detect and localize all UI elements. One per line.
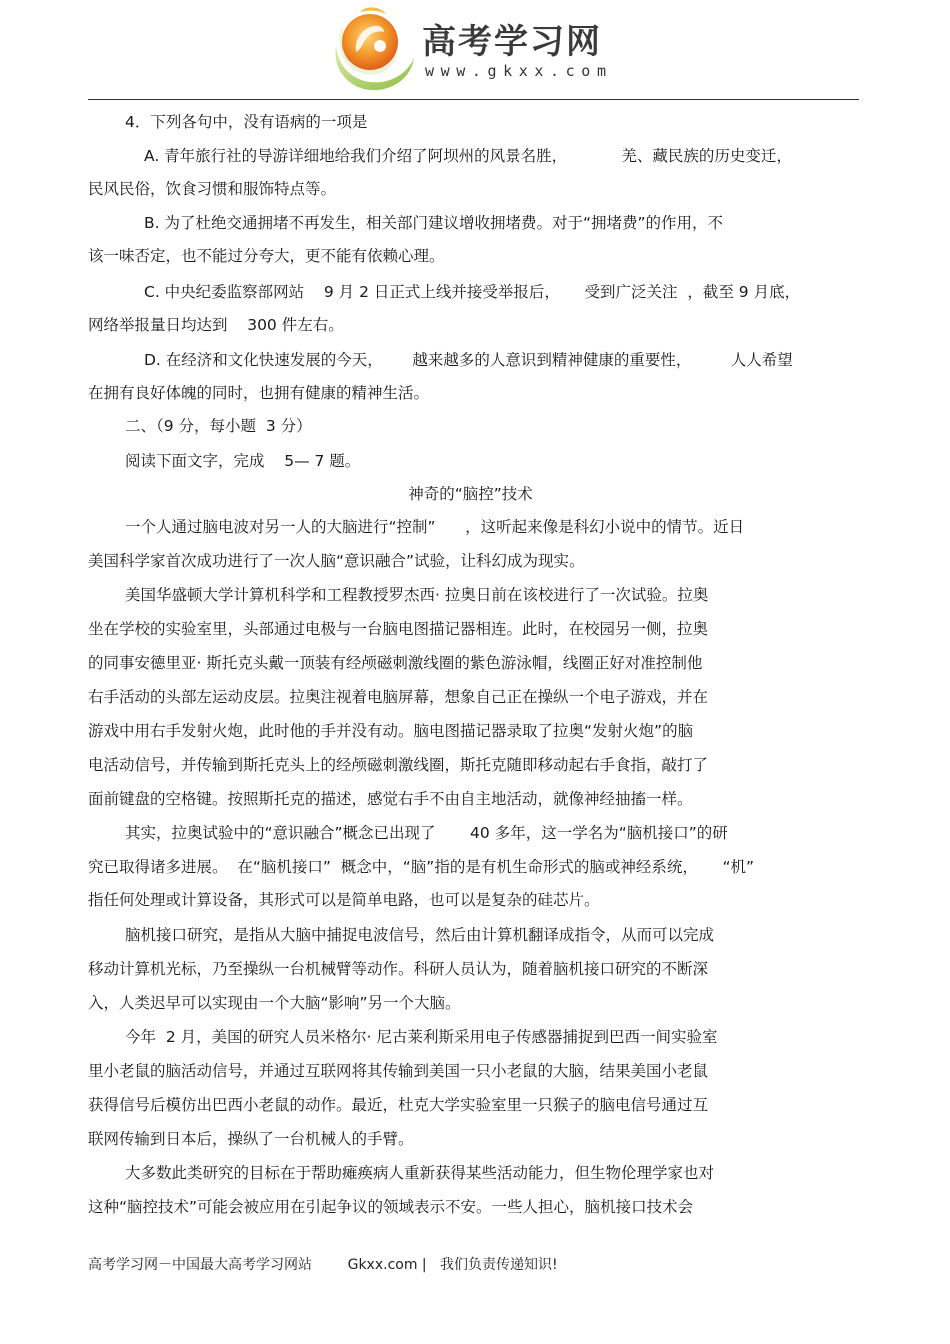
article-title: 神奇的“脑控”技术 xyxy=(408,485,533,503)
page-footer: 高考学习网－中国最大高考学习网站 Gkxx.com | 我们负责传递知识! xyxy=(88,1257,558,1273)
paragraph-4-line-3: 入，人类迟早可以实现由一个大脑“影响”另一个大脑。 xyxy=(88,994,461,1012)
paragraph-5-line-1: 今年 2 月，美国的研究人员米格尔· 尼古莱利斯采用电子传感器捕捉到巴西一间实验室 xyxy=(125,1028,718,1046)
paragraph-2-line-1: 美国华盛顿大学计算机科学和工程教授罗杰西· 拉奥日前在该校进行了一次试验。拉奥 xyxy=(125,586,709,604)
site-logo-title: 高考学习网 xyxy=(422,22,602,62)
section-two-heading: 二、（9 分，每小题 3 分） xyxy=(125,417,312,435)
paragraph-5-line-2: 里小老鼠的脑活动信号，并通过互联网将其传输到美国一只小老鼠的大脑，结果美国小老鼠 xyxy=(88,1062,709,1080)
option-d-line-2: 在拥有良好体魄的同时，也拥有健康的精神生活。 xyxy=(88,384,430,402)
logo-icon xyxy=(326,6,418,94)
paragraph-3-line-2: 究已取得诸多进展。 在“脑机接口” 概念中，“脑”指的是有机生命形式的脑或神经系统， “机” xyxy=(88,858,755,876)
question-4-stem: 4．下列各句中，没有语病的一项是 xyxy=(125,113,368,131)
option-b-line-2: 该一味否定，也不能过分夸大，更不能有依赖心理。 xyxy=(88,247,445,265)
paragraph-1-line-1: 一个人通过脑电波对另一人的大脑进行“控制” ，这听起来像是科幻小说中的情节。近日 xyxy=(125,518,745,536)
paragraph-6-line-1: 大多数此类研究的目标在于帮助瘫痪病人重新获得某些活动能力，但生物伦理学家也对 xyxy=(125,1164,715,1182)
header-divider xyxy=(88,99,859,100)
paragraph-2-line-4: 右手活动的头部左运动皮层。拉奥注视着电脑屏幕，想象自己正在操纵一个电子游戏，并在 xyxy=(88,688,709,706)
paragraph-2-line-5: 游戏中用右手发射火炮，此时他的手并没有动。脑电图描记器录取了拉奥“发射火炮”的脑 xyxy=(88,722,694,740)
paragraph-2-line-3: 的同事安德里亚· 斯托克头戴一顶装有经颅磁刺激线圈的紫色游泳帽，线圈正好对准控制他 xyxy=(88,654,703,672)
page-header xyxy=(0,0,950,100)
paragraph-4-line-1: 脑机接口研究，是指从大脑中捕捉电波信号，然后由计算机翻译成指令，从而可以完成 xyxy=(125,926,715,944)
paragraph-2-line-2: 坐在学校的实验室里，头部通过电极与一台脑电图描记器相连。此时，在校园另一侧，拉奥 xyxy=(88,620,709,638)
site-logo-url: www.gkxx.com xyxy=(425,62,613,80)
paragraph-6-line-2: 这种“脑控技术”可能会被应用在引起争议的领域表示不安。一些人担心，脑机接口技术会 xyxy=(88,1198,694,1216)
paragraph-5-line-3: 获得信号后模仿出巴西小老鼠的动作。最近，杜克大学实验室里一只猴子的脑电信号通过互 xyxy=(88,1096,709,1114)
paragraph-3-line-1: 其实，拉奥试验中的“意识融合”概念已出现了 40 多年，这一学名为“脑机接口”的研 xyxy=(125,824,728,842)
option-c-line-2: 网络举报量日均达到 300 件左右。 xyxy=(88,316,344,334)
paragraph-2-line-6: 电活动信号，并传输到斯托克头上的经颅磁刺激线圈，斯托克随即移动起右手食指，敲打了 xyxy=(88,756,709,774)
option-d-line-1: D. 在经济和文化快速发展的今天， 越来越多的人意识到精神健康的重要性， 人人希望 xyxy=(144,351,793,369)
paragraph-5-line-4: 联网传输到日本后，操纵了一台机械人的手臂。 xyxy=(88,1130,414,1148)
paragraph-3-line-3: 指任何处理或计算设备，其形式可以是简单电路，也可以是复杂的硅芯片。 xyxy=(88,891,600,909)
option-c-line-1: C. 中央纪委监察部网站 9 月 2 日正式上线并接受举报后， 受到广泛关注 ，截至 9 月底， xyxy=(144,283,801,301)
paragraph-1-line-2: 美国科学家首次成功进行了一次人脑“意识融合”试验，让科幻成为现实。 xyxy=(88,552,585,570)
option-a-line-2: 民风民俗，饮食习惯和服饰特点等。 xyxy=(88,180,337,198)
paragraph-4-line-2: 移动计算机光标，乃至操纵一台机械臂等动作。科研人员认为，随着脑机接口研究的不断深 xyxy=(88,960,709,978)
paragraph-2-line-7: 面前键盘的空格键。按照斯托克的描述，感觉右手不由自主地活动，就像神经抽搐一样。 xyxy=(88,790,693,808)
reading-instruction: 阅读下面文字，完成 5— 7 题。 xyxy=(125,452,361,470)
option-a-line-1: A. 青年旅行社的导游详细地给我们介绍了阿坝州的风景名胜， 羌、藏民族的历史变迁， xyxy=(144,147,792,165)
option-b-line-1: B. 为了杜绝交通拥堵不再发生，相关部门建议增收拥堵费。对于“拥堵费”的作用，不 xyxy=(144,214,724,232)
